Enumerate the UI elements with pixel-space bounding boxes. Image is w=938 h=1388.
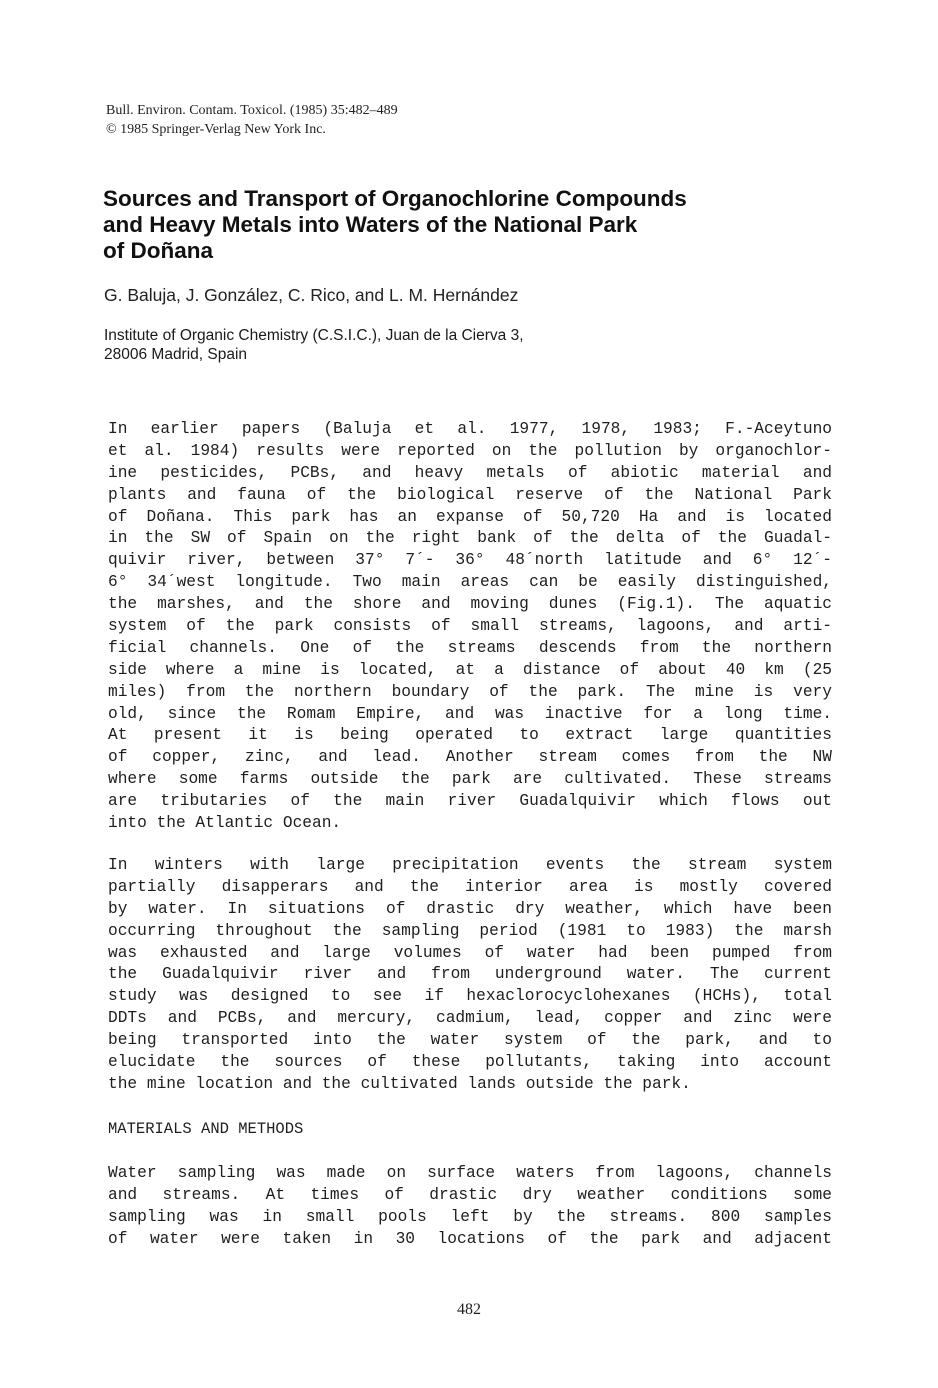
paragraph-line: into the Atlantic Ocean. — [108, 814, 342, 833]
paragraph-line: Water sampling was made on surface waters from lagoons, channels — [108, 1164, 832, 1182]
paragraph-line: plants and fauna of the biological reserve of the National Park — [108, 485, 832, 504]
paragraph-line: side where a mine is located, at a distance of about 40 km (25 — [108, 660, 832, 679]
title-line: of Doñana — [103, 238, 213, 263]
body-paragraph-intro — [108, 419, 832, 835]
affiliation — [104, 326, 524, 364]
paragraph-line: partially disapperars and the interior area is mostly covered — [108, 877, 832, 896]
paragraph-line: occurring throughout the sampling period (1981 to 1983) the marsh — [108, 921, 832, 940]
paragraph-line: sampling was in small pools left by the streams. 800 samples — [108, 1207, 832, 1226]
paragraph-line: ine pesticides, PCBs, and heavy metals of abiotic material and — [108, 463, 832, 482]
paragraph-line: where some farms outside the park are cultivated. These streams — [108, 770, 832, 789]
paragraph-line: quivir river, between 37° 7´- 36° 48´north latitude and 6° 12´- — [108, 551, 832, 570]
paragraph-line: in the SW of Spain on the right bank of the delta of the Guadal- — [108, 529, 832, 548]
paragraph-line: of copper, zinc, and lead. Another stream comes from the NW — [108, 748, 832, 767]
paragraph-line: of Doñana. This park has an expanse of 50,720 Ha and is located — [108, 507, 832, 526]
paragraph-line: In winters with large precipitation events the stream system — [108, 856, 832, 874]
affiliation-line: Institute of Organic Chemistry (C.S.I.C.), Juan de la Cierva 3, — [104, 327, 524, 344]
paragraph-line: system of the park consists of small streams, lagoons, and arti- — [108, 617, 832, 636]
paragraph-line: elucidate the sources of these pollutants, taking into account — [108, 1053, 832, 1072]
journal-citation-line: Bull. Environ. Contam. Toxicol. (1985) 35:482–489 — [106, 103, 398, 118]
page-number: 482 — [457, 1301, 481, 1318]
title-line: and Heavy Metals into Waters of the National Park — [103, 212, 638, 237]
section-heading: MATERIALS AND METHODS — [108, 1120, 304, 1138]
affiliation-line: 28006 Madrid, Spain — [104, 346, 248, 363]
paragraph-line: ficial channels. One of the streams descends from the northern — [108, 638, 832, 657]
paragraph-line: the marshes, and the shore and moving dunes (Fig.1). The aquatic — [108, 595, 832, 614]
paragraph-line: the Guadalquivir river and from underground water. The current — [108, 965, 832, 984]
paragraph-line: and streams. At times of drastic dry weather conditions some — [108, 1185, 832, 1204]
body-paragraph-objectives — [108, 855, 832, 1096]
paragraph-line: the mine location and the cultivated lands outside the park. — [108, 1074, 691, 1093]
paragraph-line: old, since the Romam Empire, and was inactive for a long time. — [108, 704, 832, 723]
journal-citation — [106, 101, 398, 139]
body-paragraph-methods — [108, 1163, 832, 1251]
paragraph-line: study was designed to see if hexaclorocyclohexanes (HCHs), total — [108, 987, 832, 1006]
paragraph-line: et al. 1984) results were reported on the pollution by organochlor- — [108, 441, 832, 460]
paragraph-line: In earlier papers (Baluja et al. 1977, 1978, 1983; F.-Aceytuno — [108, 420, 832, 438]
paragraph-line: 6° 34´west longitude. Two main areas can be easily distinguished, — [108, 573, 832, 592]
paragraph-line: are tributaries of the main river Guadalquivir which flows out — [108, 792, 832, 811]
paragraph-line: miles) from the northern boundary of the park. The mine is very — [108, 682, 832, 701]
paragraph-line: At present it is being operated to extract large quantities — [108, 726, 832, 745]
paragraph-line: by water. In situations of drastic dry weather, which have been — [108, 899, 832, 918]
article-title — [103, 186, 823, 264]
paragraph-line: being transported into the water system of the park, and to — [108, 1031, 832, 1050]
copyright-line: © 1985 Springer-Verlag New York Inc. — [106, 122, 326, 137]
paragraph-line: was exhausted and large volumes of water had been pumped from — [108, 943, 832, 962]
title-line: Sources and Transport of Organochlorine Compounds — [103, 186, 687, 211]
author-list: G. Baluja, J. González, C. Rico, and L. M. Hernández — [104, 285, 519, 305]
paragraph-line: DDTs and PCBs, and mercury, cadmium, lead, copper and zinc were — [108, 1009, 832, 1028]
paragraph-line: of water were taken in 30 locations of the park and adjacent — [108, 1229, 832, 1248]
